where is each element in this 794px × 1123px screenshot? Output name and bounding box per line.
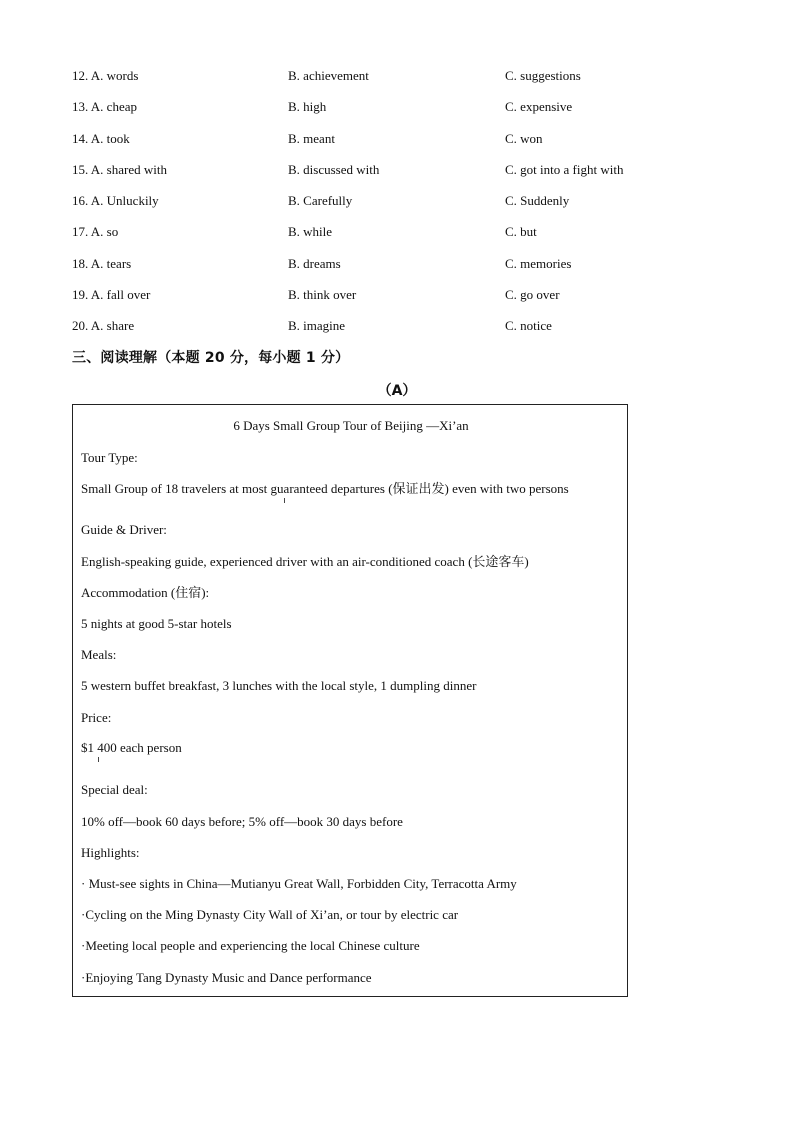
guide-text: English-speaking guide, experienced driver with an air-conditioned coach (长途客车) xyxy=(81,554,529,569)
option-a: 13. A. cheap xyxy=(72,99,137,115)
tour-info-box xyxy=(72,404,628,997)
option-c: C. got into a fight with xyxy=(505,161,624,177)
option-c: C. memories xyxy=(505,255,572,271)
meals-text: 5 western buffet breakfast, 3 lunches with the local style, 1 dumpling dinner xyxy=(81,678,477,693)
option-b: B. Carefully xyxy=(288,193,353,209)
option-b: B. meant xyxy=(288,130,335,146)
meals-label: Meals: xyxy=(81,647,117,662)
tour-type-label: Tour Type: xyxy=(81,450,138,465)
answer-options xyxy=(72,66,672,348)
option-c: C. go over xyxy=(505,287,560,303)
option-row xyxy=(72,254,672,285)
option-row xyxy=(72,129,672,160)
option-c: C. won xyxy=(505,130,543,146)
price-text: $1 400 each person xyxy=(81,740,182,755)
option-b: B. discussed with xyxy=(288,161,380,177)
highlight-item: · Must-see sights in China—Mutianyu Great Wall, Forbidden City, Terracotta Army xyxy=(81,876,517,891)
accommodation-label: Accommodation (住宿): xyxy=(81,585,210,600)
option-a: 17. A. so xyxy=(72,224,119,240)
passage-label: （A） xyxy=(377,383,417,399)
option-row xyxy=(72,160,672,191)
tour-type-text: Small Group of 18 travelers at most guaranteed departures (保证出发) even with two persons xyxy=(81,481,569,496)
option-a: 20. A. share xyxy=(72,318,135,334)
highlight-item: ·Cycling on the Ming Dynasty City Wall of Xi’an, or tour by electric car xyxy=(81,907,459,922)
deal-label: Special deal: xyxy=(81,782,148,797)
option-c: C. suggestions xyxy=(505,68,581,83)
deal-text: 10% off—book 60 days before; 5% off—book 30 days before xyxy=(81,814,403,829)
option-a: 14. A. took xyxy=(72,130,130,146)
option-a: 12. A. words xyxy=(72,68,139,83)
option-c: C. expensive xyxy=(505,99,573,115)
option-b: B. imagine xyxy=(288,318,346,334)
option-c: C. notice xyxy=(505,318,552,334)
option-b: B. think over xyxy=(288,287,357,303)
option-c: C. but xyxy=(505,224,537,240)
text-mark xyxy=(284,498,285,503)
option-a: 16. A. Unluckily xyxy=(72,193,159,209)
highlight-item: ·Enjoying Tang Dynasty Music and Dance performance xyxy=(81,970,372,985)
option-row xyxy=(72,316,672,347)
tour-title: 6 Days Small Group Tour of Beijing —Xi’an xyxy=(233,418,469,433)
text-mark xyxy=(98,757,99,762)
option-row xyxy=(72,191,672,222)
section-title: 三、阅读理解（本题 20 分，每小题 1 分） xyxy=(72,350,350,366)
option-row xyxy=(72,285,672,316)
guide-label: Guide & Driver: xyxy=(81,522,167,537)
highlight-item: ·Meeting local people and experiencing the local Chinese culture xyxy=(81,938,420,953)
accommodation-text: 5 nights at good 5-star hotels xyxy=(81,616,232,631)
option-b: B. dreams xyxy=(288,255,341,271)
option-b: B. while xyxy=(288,224,333,240)
option-a: 18. A. tears xyxy=(72,255,132,271)
option-a: 19. A. fall over xyxy=(72,287,151,303)
highlights-label: Highlights: xyxy=(81,845,140,860)
option-c: C. Suddenly xyxy=(505,193,570,209)
option-b: B. high xyxy=(288,99,327,115)
price-label: Price: xyxy=(81,710,112,725)
option-a: 15. A. shared with xyxy=(72,161,167,177)
option-b: B. achievement xyxy=(288,68,369,83)
option-row xyxy=(72,97,672,128)
option-row xyxy=(72,222,672,253)
option-row xyxy=(72,66,672,97)
